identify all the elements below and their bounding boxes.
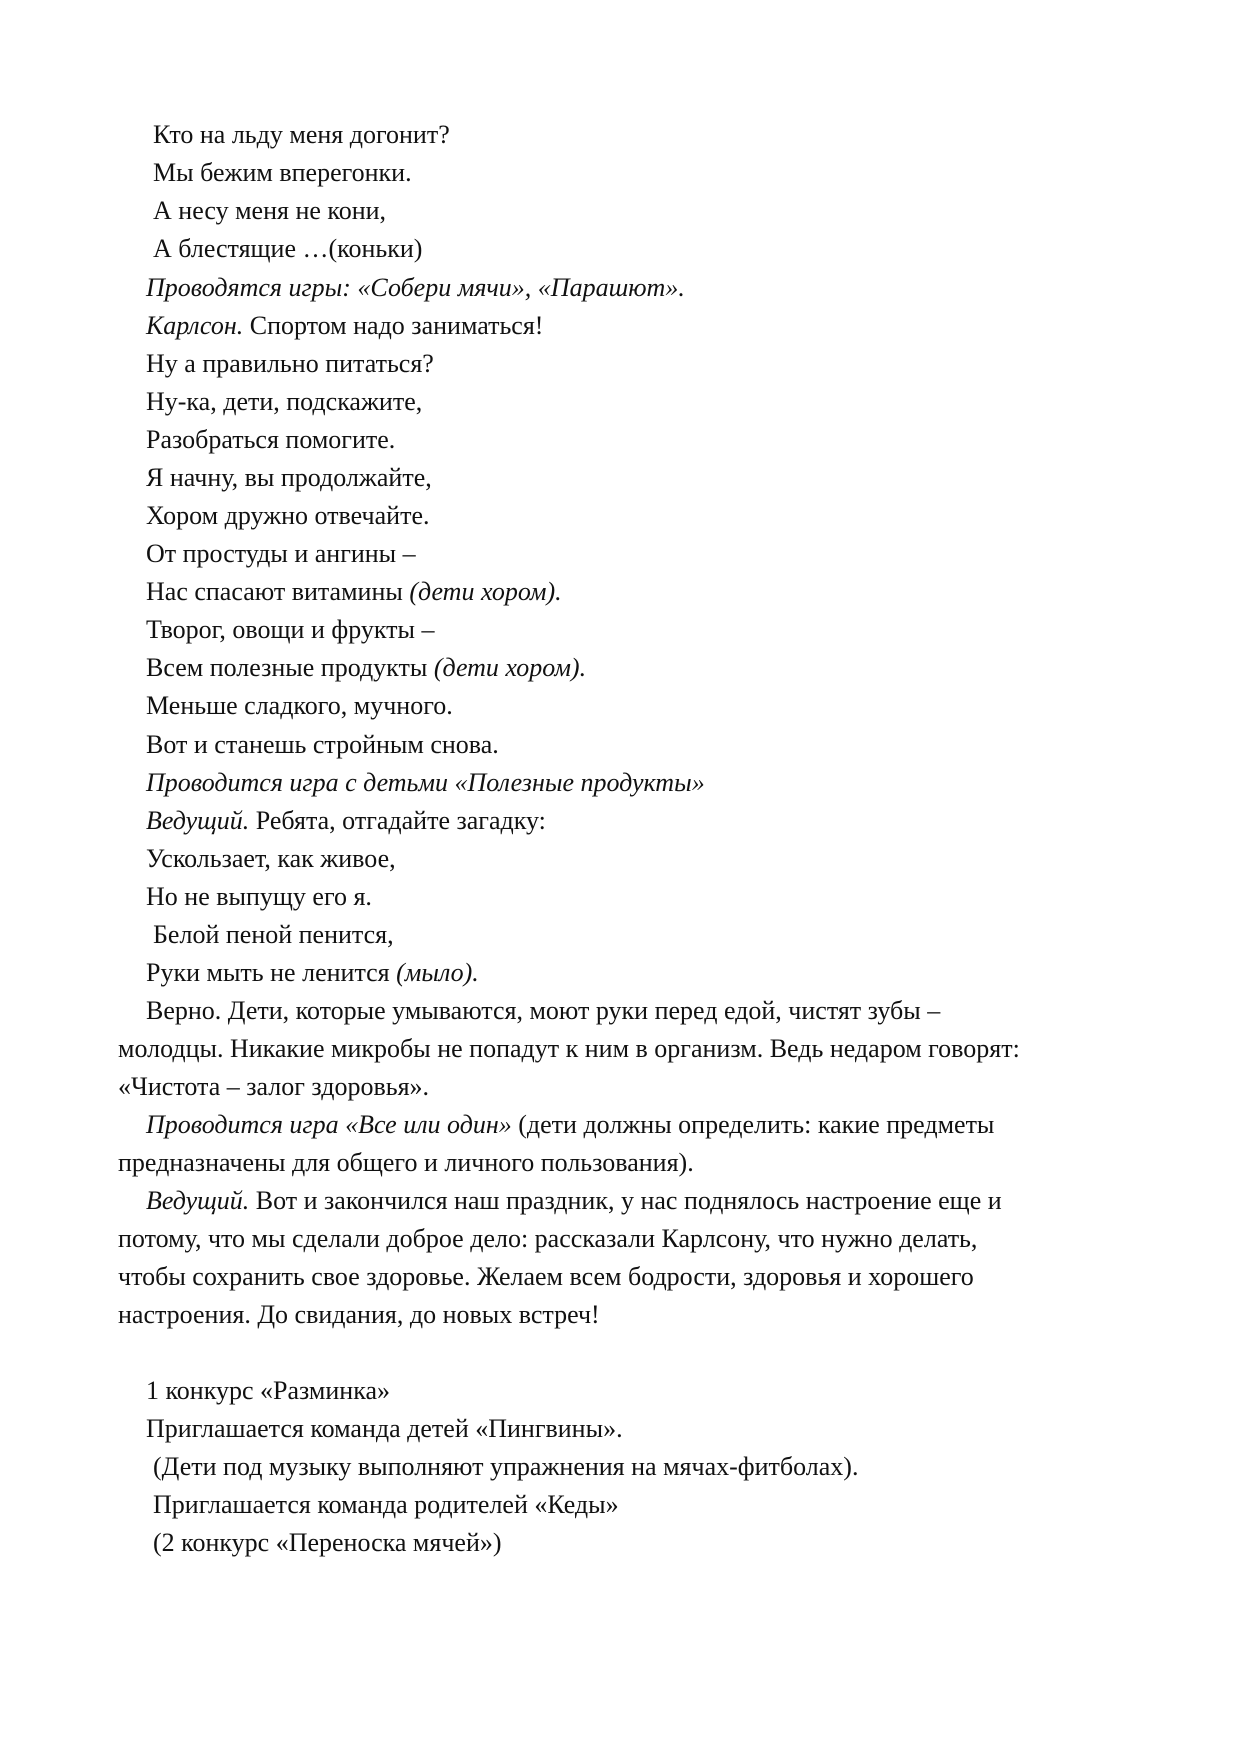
text-line: Творог, овощи и фрукты –: [146, 615, 435, 644]
line-text: Всем полезные продукты: [146, 653, 434, 682]
text-line: Приглашается команда родителей «Кеды»: [153, 1490, 619, 1519]
stage-direction: Проводится игра с детьми «Полезные продукты»: [146, 768, 705, 797]
text-line: От простуды и ангины –: [146, 539, 416, 568]
text-line: Хором дружно отвечайте.: [146, 501, 430, 530]
text-line: А блестящие …(коньки): [153, 234, 423, 263]
line-text: Нас спасают витамины: [146, 577, 410, 606]
text-line: Разобраться помогите.: [146, 425, 396, 454]
paragraph-line: Верно. Дети, которые умываются, моют руки перед едой, чистят зубы –: [146, 996, 941, 1025]
speech-text: Спортом надо заниматься!: [243, 311, 544, 340]
text-line: Но не выпущу его я.: [146, 882, 372, 911]
speech-text: Ребята, отгадайте загадку:: [249, 806, 546, 835]
stage-direction: Проводится игра «Все или один»: [146, 1110, 512, 1139]
speaker-name: Карлсон.: [146, 311, 244, 340]
speaker-name: Ведущий.: [146, 806, 250, 835]
line-text: (дети должны определить: какие предметы: [511, 1110, 995, 1139]
text-line: Белой пеной пенится,: [153, 920, 394, 949]
text-line: Вот и станешь стройным снова.: [146, 730, 499, 759]
paragraph-line: настроения. До свидания, до новых встреч!: [118, 1300, 600, 1329]
text-line: Ну а правильно питаться?: [146, 349, 434, 378]
paragraph-line: чтобы сохранить свое здоровье. Желаем всем бодрости, здоровья и хорошего: [118, 1262, 974, 1291]
paragraph-line: молодцы. Никакие микробы не попадут к ним в организм. Ведь недаром говорят:: [118, 1034, 1020, 1063]
text-line: Я начну, вы продолжайте,: [146, 463, 432, 492]
speech-text: Вот и закончился наш праздник, у нас поднялось настроение еще и: [249, 1186, 1002, 1215]
line-text: Руки мыть не ленится: [146, 958, 397, 987]
text-line: Кто на льду меня догонит?: [153, 120, 450, 149]
text-line: (Дети под музыку выполняют упражнения на мячах-фитболах).: [153, 1452, 859, 1481]
paragraph-line: предназначены для общего и личного пользования).: [118, 1148, 694, 1177]
paragraph-line: [146, 1186, 1002, 1216]
text-line: Мы бежим вперегонки.: [153, 158, 412, 187]
text-line: А несу меня не кони,: [153, 196, 387, 225]
stage-direction: Проводятся игры: «Собери мячи», «Парашют».: [146, 273, 685, 302]
text-line: Меньше сладкого, мучного.: [146, 691, 453, 720]
stage-note: (мыло).: [396, 958, 479, 987]
speaker-name: Ведущий.: [146, 1186, 250, 1215]
text-line: (2 конкурс «Переноска мячей»): [153, 1528, 502, 1557]
paragraph-line: [146, 1110, 994, 1140]
text-line: [146, 958, 479, 988]
text-line: Приглашается команда детей «Пингвины».: [146, 1414, 623, 1443]
text-line: Ну-ка, дети, подскажите,: [146, 387, 423, 416]
stage-note: (дети хором).: [433, 653, 587, 682]
text-line: Ускользает, как живое,: [146, 844, 396, 873]
text-line: [146, 577, 562, 607]
paragraph-line: потому, что мы сделали доброе дело: рассказали Карлсону, что нужно делать,: [118, 1224, 978, 1253]
text-line: [146, 653, 586, 683]
text-line: 1 конкурс «Разминка»: [146, 1376, 390, 1405]
paragraph-line: «Чистота – залог здоровья».: [118, 1072, 430, 1101]
dialogue-line: [146, 806, 546, 836]
stage-note: (дети хором).: [409, 577, 562, 606]
dialogue-line: [146, 311, 543, 341]
